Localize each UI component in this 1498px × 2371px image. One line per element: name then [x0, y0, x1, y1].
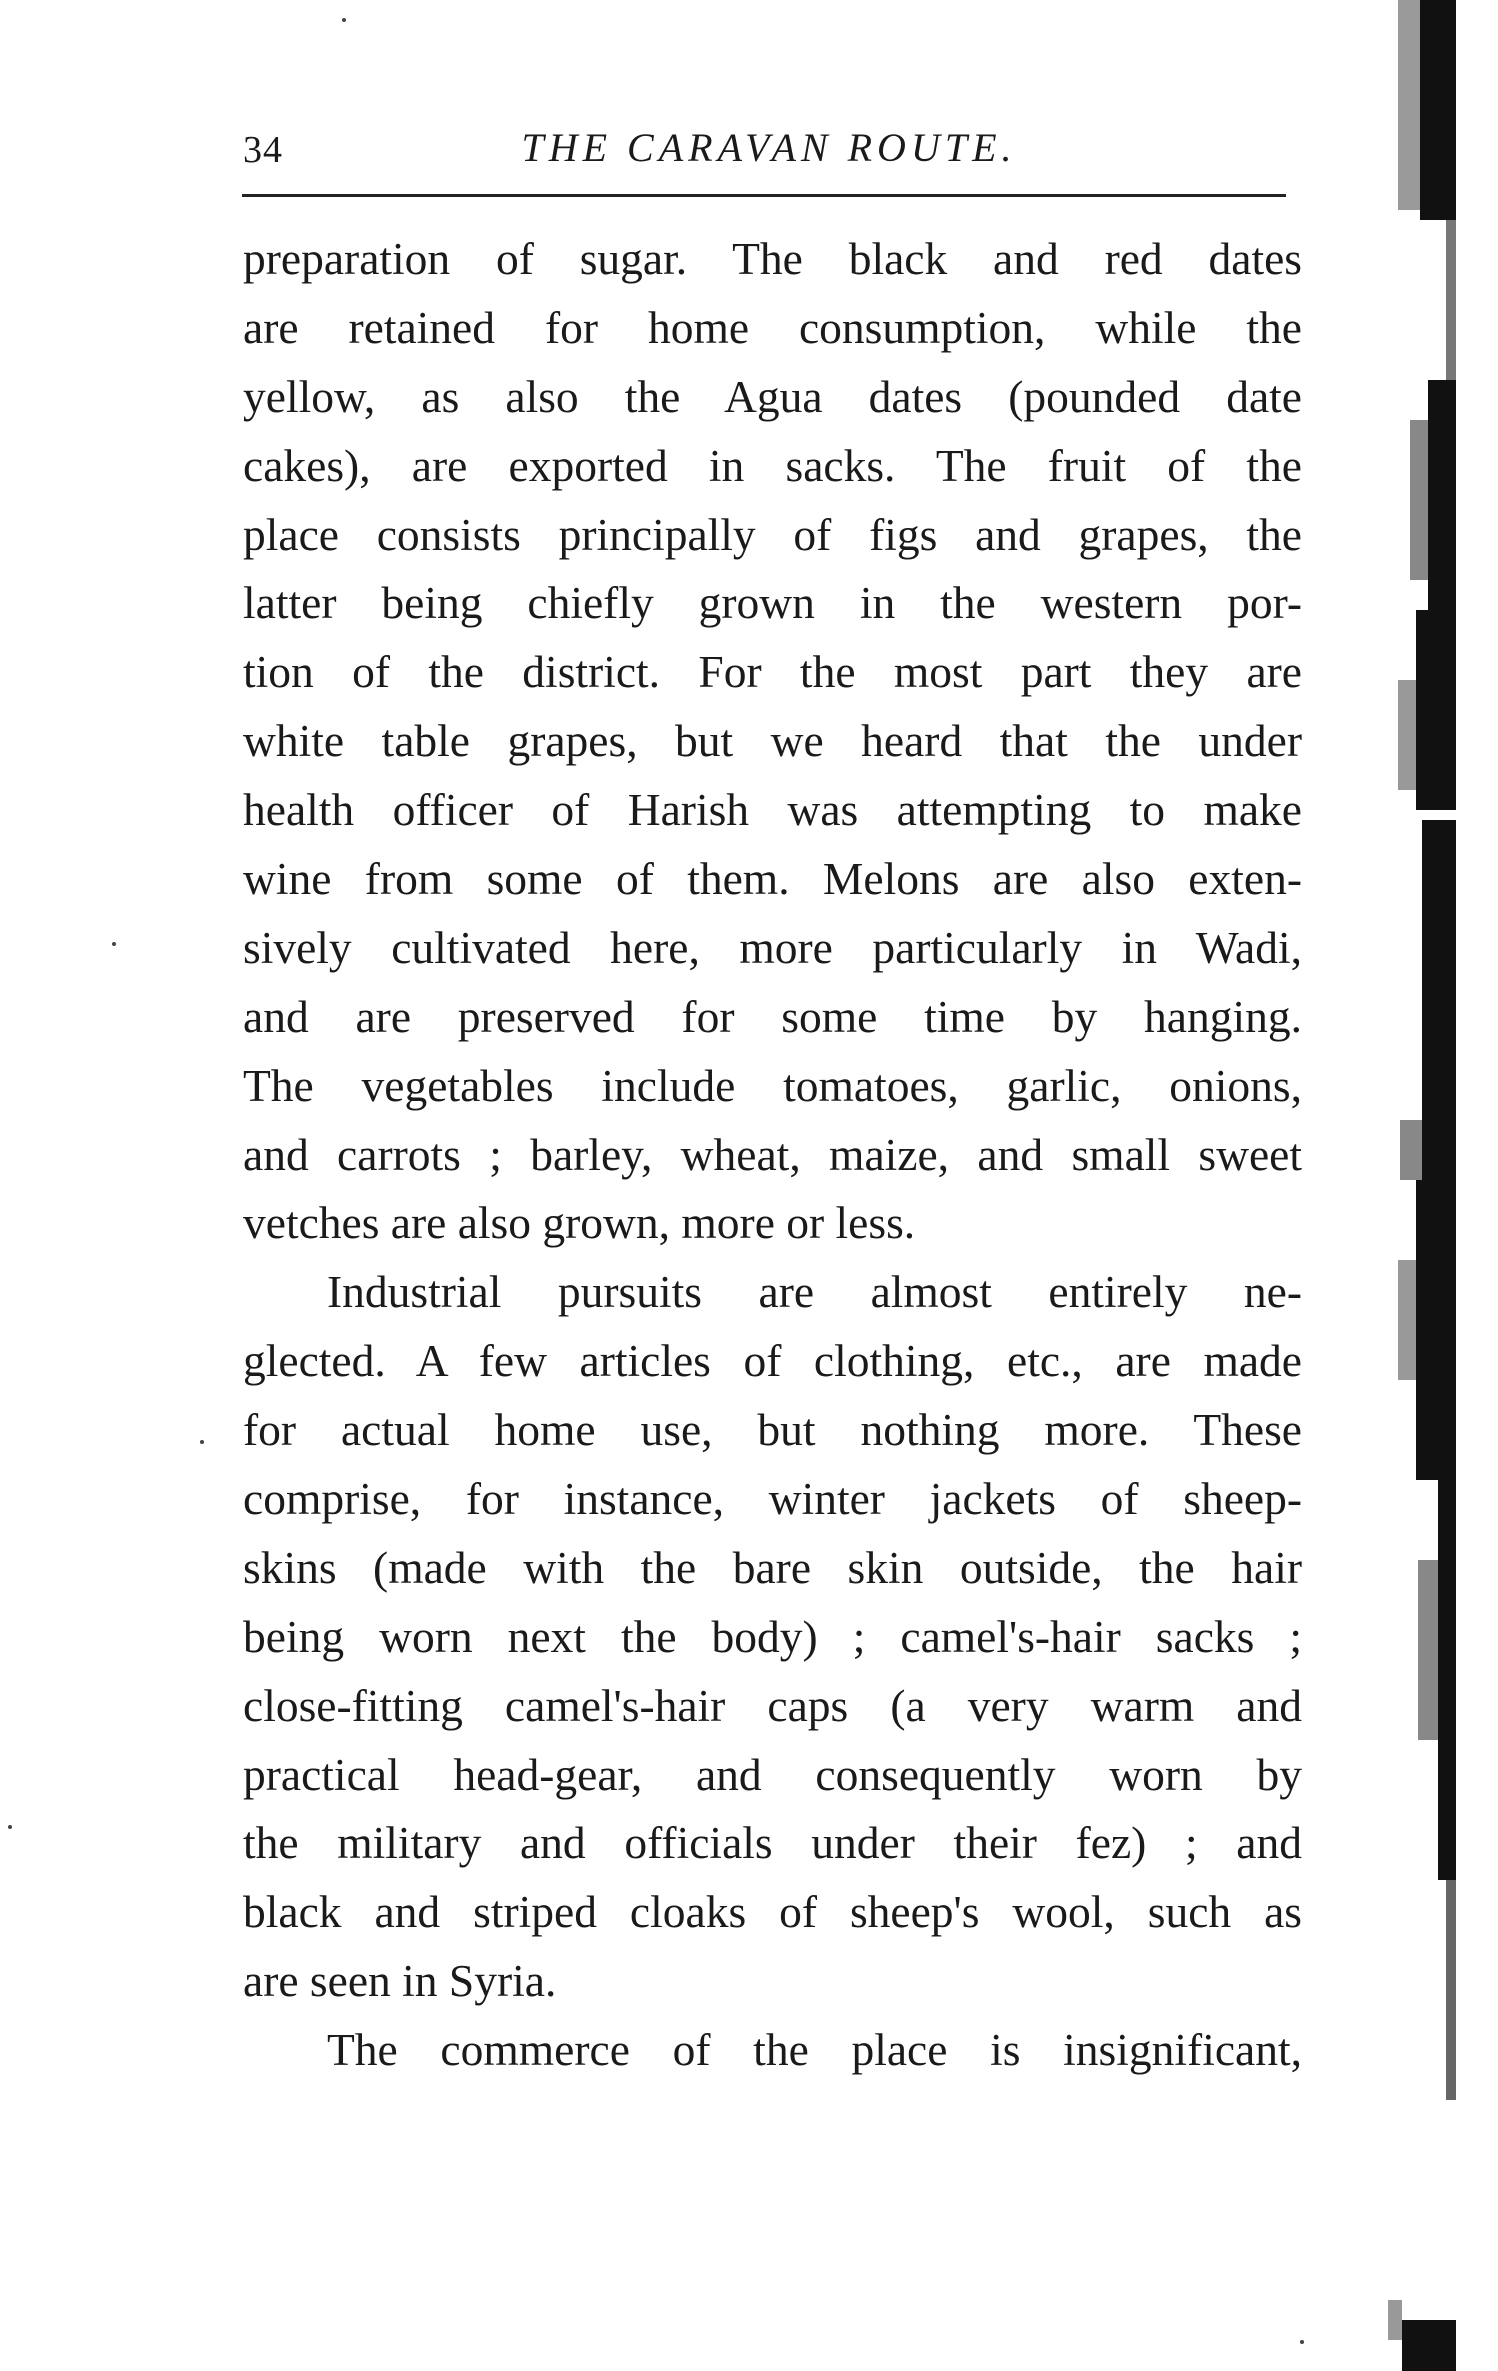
text-line: the military and officials under their fez) ; and	[243, 1817, 1302, 1869]
scan-speck	[1300, 2340, 1304, 2344]
text-line: and carrots ; barley, wheat, maize, and small sweet	[243, 1128, 1302, 1180]
scanned-page-edge	[1358, 0, 1498, 2371]
text-line: place consists principally of figs and grapes, the	[243, 508, 1302, 560]
text-line: preparation of sugar. The black and red dates	[243, 233, 1302, 284]
text-line: and are preserved for some time by hanging.	[243, 990, 1302, 1042]
text-line: are seen in Syria.	[243, 1955, 557, 2007]
text-line: are retained for home consumption, while the	[243, 301, 1302, 353]
text-line: cakes), are exported in sacks. The fruit of the	[243, 439, 1302, 491]
text-line: black and striped cloaks of sheep's wool, such as	[243, 1886, 1302, 1938]
paragraph-start-line: The commerce of the place is insignificant,	[327, 2024, 1302, 2076]
text-line: close-fitting camel's-hair caps (a very warm and	[243, 1679, 1302, 1731]
text-line: being worn next the body) ; camel's-hair sacks ;	[243, 1610, 1302, 1662]
text-line: practical head-gear, and consequently worn by	[243, 1748, 1302, 1800]
text-line: glected. A few articles of clothing, etc., are made	[243, 1335, 1302, 1387]
text-line: comprise, for instance, winter jackets of sheep-	[243, 1473, 1302, 1525]
page-number: 34	[243, 129, 283, 171]
paragraph-start-line: Industrial pursuits are almost entirely ne-	[327, 1266, 1302, 1318]
scan-speck	[200, 1440, 204, 1444]
scan-speck	[342, 18, 346, 22]
scan-speck	[8, 1825, 12, 1829]
text-line: for actual home use, but nothing more. These	[243, 1404, 1302, 1456]
header-rule	[242, 194, 1286, 197]
body-text	[243, 225, 1302, 2085]
text-line: vetches are also grown, more or less.	[243, 1197, 916, 1249]
text-line: yellow, as also the Agua dates (pounded date	[243, 370, 1302, 422]
text-line: skins (made with the bare skin outside, the hair	[243, 1541, 1302, 1593]
text-line: tion of the district. For the most part they are	[243, 646, 1302, 698]
scan-speck	[112, 942, 116, 946]
text-line: white table grapes, but we heard that the under	[243, 715, 1302, 767]
text-line: health officer of Harish was attempting to make	[243, 784, 1302, 836]
text-line: latter being chiefly grown in the western por-	[243, 577, 1302, 629]
text-line: The vegetables include tomatoes, garlic, onions,	[243, 1059, 1302, 1111]
text-line: sively cultivated here, more particularly in Wadi,	[243, 921, 1302, 973]
running-title: THE CARAVAN ROUTE.	[521, 125, 1017, 170]
text-line: wine from some of them. Melons are also exten-	[243, 853, 1302, 905]
